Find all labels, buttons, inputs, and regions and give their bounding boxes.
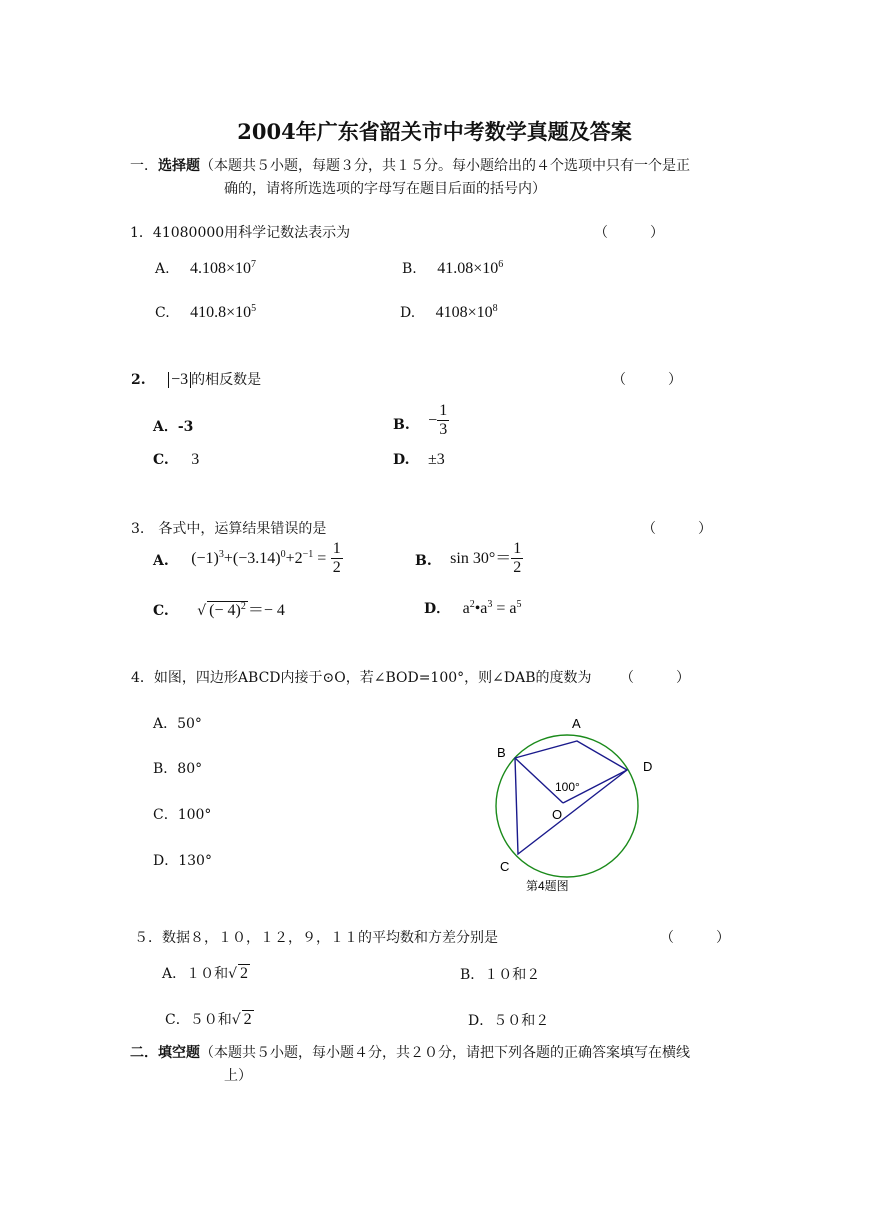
q1-a-exp: 7 bbox=[251, 259, 257, 270]
q3-a-equals: = bbox=[317, 549, 327, 567]
q2-b-label: B. bbox=[393, 416, 410, 433]
q3-c-result: ＝− 4 bbox=[247, 602, 285, 619]
q3-option-c bbox=[153, 597, 285, 620]
q5-a-sqrt-icon: √ bbox=[228, 966, 238, 982]
q3-a-term3: +2 bbox=[285, 549, 303, 567]
q3-c-label: C. bbox=[153, 603, 169, 619]
q3-d-exp3: 5 bbox=[516, 599, 522, 610]
q4-figure bbox=[485, 710, 665, 900]
q5-c-radicand: 2 bbox=[243, 1011, 252, 1028]
q1-c-label: C. bbox=[155, 305, 170, 321]
q1-a-expr bbox=[190, 260, 256, 277]
q2-b-numerator: 1 bbox=[439, 402, 448, 419]
q3-b-numerator: 1 bbox=[513, 540, 522, 557]
q2-answer-paren: （ ） bbox=[612, 372, 682, 388]
q3-a-term1: (−1) bbox=[191, 549, 219, 567]
q3-d-dot: •a bbox=[474, 600, 488, 617]
q4-option-b: B．80° bbox=[153, 761, 203, 777]
circle-o bbox=[496, 735, 638, 877]
q2-c-label: C. bbox=[153, 452, 169, 468]
q2-b-denominator: 3 bbox=[439, 421, 448, 438]
q1-option-d bbox=[400, 304, 498, 322]
q3-d-expr bbox=[463, 600, 522, 617]
q5-c-text: C．５０和 bbox=[165, 1012, 232, 1028]
section-2-heading bbox=[130, 1042, 690, 1062]
q1-option-a bbox=[155, 260, 256, 278]
q3-b-fraction bbox=[511, 540, 523, 577]
q3-option-b bbox=[415, 540, 523, 577]
q1-b-base: 41.08×10 bbox=[437, 260, 499, 277]
q3-option-a bbox=[153, 540, 343, 577]
q1-d-exp: 8 bbox=[492, 303, 498, 314]
q4-stem: 4．如图，四边形ABCD内接于⊙O，若∠BOD=100°，则∠DAB的度数为 bbox=[131, 670, 592, 686]
q3-a-fraction bbox=[331, 540, 343, 577]
section-2-desc-cont: 上） bbox=[224, 1068, 252, 1084]
q1-a-label: A. bbox=[155, 261, 170, 277]
label-o: O bbox=[552, 807, 563, 822]
q1-b-expr bbox=[437, 260, 503, 277]
q2-d-label: D. bbox=[393, 452, 410, 468]
q1-c-exp: 5 bbox=[251, 303, 257, 314]
q2-number: 2. bbox=[131, 372, 146, 388]
q3-a-exp3: −1 bbox=[302, 548, 314, 560]
q2-option-a: A．-3 bbox=[153, 419, 194, 435]
label-d: D bbox=[643, 759, 653, 774]
q3-c-inner: (− 4) bbox=[209, 602, 241, 619]
section-2-name: 填空题 bbox=[158, 1045, 200, 1061]
q2-b-fraction bbox=[437, 402, 449, 439]
q5-stem: ５．数据８，１０，１２，９，１１的平均数和方差分别是 bbox=[134, 930, 498, 946]
q2-stem bbox=[131, 369, 261, 389]
q3-a-numerator: 1 bbox=[332, 540, 341, 557]
page-title: 2004年广东省韶关市中考数学真题及答案 bbox=[237, 119, 632, 144]
q1-answer-paren: （ ） bbox=[594, 225, 664, 241]
q4-option-d: D．130° bbox=[153, 853, 212, 869]
q5-option-c bbox=[165, 1009, 254, 1029]
q3-a-exp1: 3 bbox=[218, 548, 224, 560]
q2-stem-rest: 的相反数是 bbox=[191, 372, 262, 388]
q5-a-radicand: 2 bbox=[240, 965, 249, 982]
section-1-desc: （本题共５小题，每题３分，共１５分。每小题给出的４个选项中只有一个是正 bbox=[200, 158, 690, 174]
q2-d-value: ±3 bbox=[427, 451, 445, 468]
q3-b-expr: sin 30°＝ bbox=[450, 549, 512, 567]
q5-option-b: B．１０和２ bbox=[460, 967, 541, 983]
q3-a-denominator: 2 bbox=[332, 559, 341, 576]
q1-b-exp: 6 bbox=[498, 259, 504, 270]
q3-a-exp2: 0 bbox=[280, 548, 286, 560]
q1-option-b bbox=[402, 260, 503, 278]
q2-abs-value: −3 bbox=[168, 372, 191, 388]
q1-option-c bbox=[155, 304, 256, 322]
label-a: A bbox=[572, 716, 581, 731]
section-1-desc-cont: 确的，请将所选选项的字母写在题目后面的括号内） bbox=[224, 181, 546, 197]
q1-stem: 1．41080000用科学记数法表示为 bbox=[130, 225, 351, 241]
q1-b-label: B. bbox=[402, 261, 417, 277]
label-c: C bbox=[500, 859, 510, 874]
q3-a-term2: +(−3.14) bbox=[223, 549, 281, 567]
q2-b-sign: − bbox=[428, 411, 438, 429]
q1-c-expr bbox=[190, 304, 256, 321]
q5-c-sqrt-icon: √ bbox=[231, 1012, 241, 1028]
q3-c-radicand bbox=[207, 601, 248, 620]
q5-answer-paren: （ ） bbox=[660, 930, 730, 946]
q3-stem: 3. 各式中，运算结果错误的是 bbox=[131, 521, 327, 537]
section-2-number: 二． bbox=[130, 1045, 158, 1061]
q5-a-text: A．１０和 bbox=[162, 966, 229, 982]
q1-d-base: 4108×10 bbox=[435, 304, 493, 321]
q1-d-label: D. bbox=[400, 305, 416, 321]
q4-option-c: C．100° bbox=[153, 807, 212, 823]
q3-b-denominator: 2 bbox=[513, 559, 522, 576]
q3-d-exp1: 2 bbox=[469, 599, 475, 610]
q5-option-d: D．５０和２ bbox=[468, 1013, 550, 1029]
label-b: B bbox=[497, 745, 506, 760]
figure-caption: 第4题图 bbox=[526, 879, 569, 893]
q3-c-sqrt-icon: √ bbox=[197, 603, 207, 619]
q1-d-expr bbox=[436, 304, 498, 321]
q3-d-equals: = a bbox=[496, 600, 517, 617]
quadrilateral-abcd bbox=[515, 741, 627, 854]
q2-option-c bbox=[153, 451, 199, 469]
q3-d-a: a bbox=[462, 600, 470, 617]
q2-option-b bbox=[393, 402, 449, 439]
q2-option-d bbox=[393, 451, 445, 469]
q3-d-label: D． bbox=[424, 601, 451, 617]
q4-answer-paren: （ ） bbox=[620, 670, 690, 686]
q4-option-a: A．50° bbox=[153, 716, 202, 732]
section-1-heading bbox=[130, 155, 690, 175]
q1-a-base: 4.108×10 bbox=[190, 260, 252, 277]
q2-c-value: 3 bbox=[191, 451, 200, 468]
q1-c-base: 410.8×10 bbox=[190, 304, 252, 321]
q3-a-expr bbox=[191, 550, 326, 567]
q3-d-exp2: 3 bbox=[487, 599, 493, 610]
section-1-name: 选择题 bbox=[158, 158, 200, 174]
section-2-desc: （本题共５小题，每小题４分，共２０分，请把下列各题的正确答案填写在横线 bbox=[200, 1045, 690, 1061]
q3-answer-paren: （ ） bbox=[642, 521, 712, 537]
q3-a-label: A. bbox=[153, 552, 169, 569]
q3-c-exp: 2 bbox=[240, 601, 246, 612]
q5-option-a bbox=[162, 963, 250, 983]
section-1-number: 一． bbox=[130, 158, 158, 174]
q3-b-label: B. bbox=[415, 552, 432, 569]
angle-label: 100° bbox=[555, 780, 580, 794]
q3-option-d bbox=[424, 598, 522, 618]
